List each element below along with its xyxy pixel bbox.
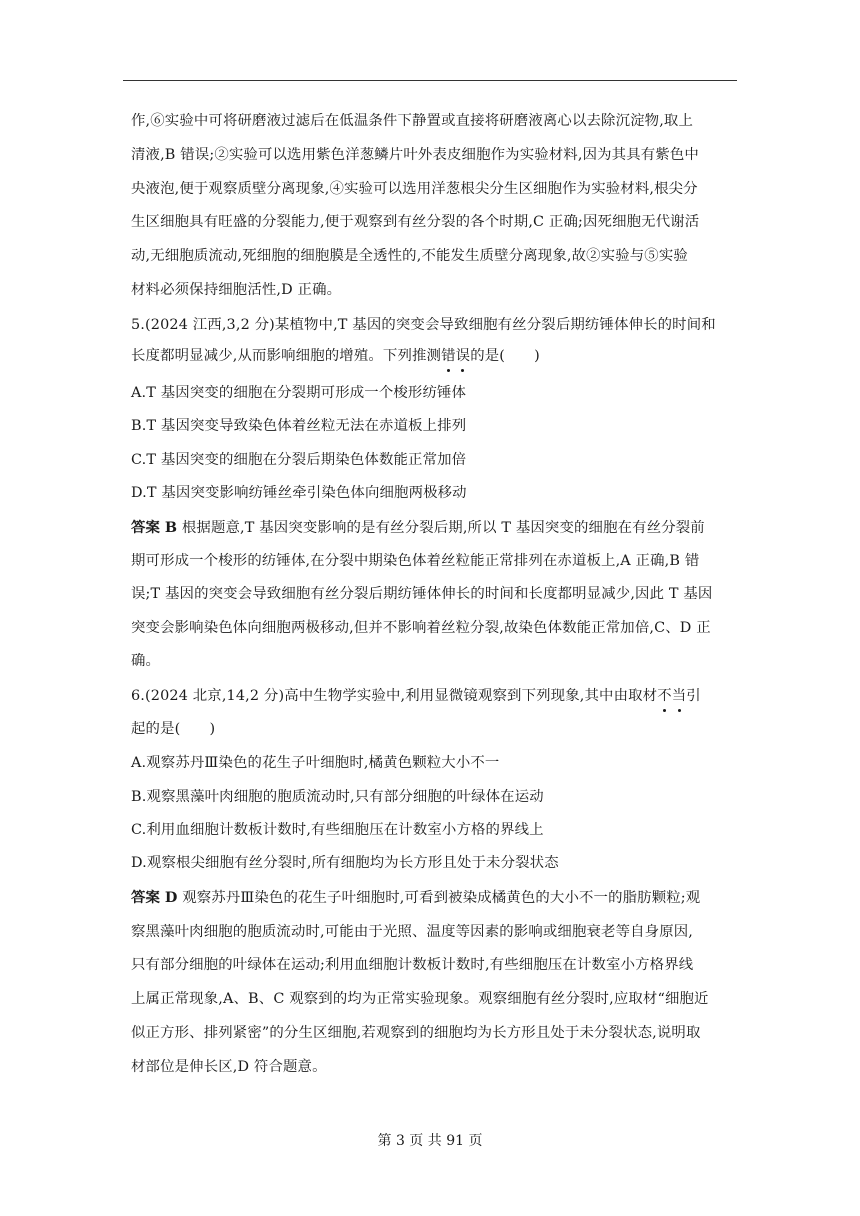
paragraph-line: 作,⑥实验中可将研磨液过滤后在低温条件下静置或直接将研磨液离心以去除沉淀物,取上 [131,113,693,129]
answer-label: 答案 [131,889,161,906]
paragraph-line: 材料必须保持细胞活性,D 正确。 [131,282,342,298]
header-rule [123,80,737,81]
answer-text: 观察苏丹Ⅲ染色的花生子叶细胞时,可看到被染成橘黄色的大小不一的脂肪颗粒;观 [182,890,701,906]
answer-line: 期可形成一个梭形的纺锤体,在分裂中期染色体着丝粒能正常排列在赤道板上,A 正确,B 错 [131,553,700,569]
emphasis-char: 不 [657,688,672,704]
answer-label: 答案 [131,519,161,536]
paragraph-line: 清液,B 错误;②实验可以选用紫色洋葱鳞片叶外表皮细胞作为实验材料,因为其具有紫色中 [131,147,699,163]
option-d: D.T 基因突变影响纺锤丝牵引染色体向细胞两极移动 [131,485,467,501]
paragraph-line: 生区细胞具有旺盛的分裂能力,便于观察到有丝分裂的各个时期,C 正确;因死细胞无代谢活 [131,214,700,230]
paragraph-line: 央液泡,便于观察质壁分离现象,④实验可以选用洋葱根尖分生区细胞作为实验材料,根尖分 [131,181,698,197]
option-c: C.利用血细胞计数板计数时,有些细胞压在计数室小方格的界线上 [131,822,544,838]
question-5-stem-cont [131,346,743,366]
page-number: 第 3 页 共 91 页 [377,1133,483,1149]
option-a: A.T 基因突变的细胞在分裂期可形成一个梭形纺锤体 [131,385,467,401]
emphasis-char: 当 [671,688,687,704]
emphasis-char: 错 [441,348,456,364]
answer-letter: D [164,889,178,906]
answer-line [131,888,743,908]
stem-text: 长度都明显减少,从而影响细胞的增殖。下列推测 [131,348,442,364]
stem-text: 引 [686,688,701,704]
stem-text: 6.(2024 北京,14,2 分)高中生物学实验中,利用显微镜观察到下列现象,其中由取材 [131,688,658,704]
question-6-stem [131,686,743,706]
answer-line: 上属正常现象,A、B、C 观察到的均为正常实验现象。观察细胞有丝分裂时,应取材“细胞近 [131,991,709,1007]
answer-text: 根据题意,T 基因突变影响的是有丝分裂后期,所以 T 基因突变的细胞在有丝分裂前 [181,520,705,536]
answer-letter: B [164,519,178,536]
answer-line: 误;T 基因的突变会导致细胞有丝分裂后期纺锤体伸长的时间和长度都明显减少,因此 T 基因 [131,586,713,602]
option-a: A.观察苏丹Ⅲ染色的花生子叶细胞时,橘黄色颗粒大小不一 [131,755,500,771]
stem-text: 的是( ) [470,348,540,364]
question-6-stem-cont: 起的是( ) [131,721,216,737]
option-c: C.T 基因突变的细胞在分裂后期染色体数能正常加倍 [131,452,467,468]
paragraph-line: 动,无细胞质流动,死细胞的细胞膜是全透性的,不能发生质壁分离现象,故②实验与⑤实验 [131,248,688,264]
answer-line: 只有部分细胞的叶绿体在运动;利用血细胞计数板计数时,有些细胞压在计数室小方格界线 [131,957,694,973]
answer-line: 确。 [131,653,161,669]
question-5-stem: 5.(2024 江西,3,2 分)某植物中,T 基因的突变会导致细胞有丝分裂后期纺锤体伸长的时间和 [131,317,716,333]
answer-line: 材部位是伸长区,D 符合题意。 [131,1059,327,1075]
option-b: B.T 基因突变导致染色体着丝粒无法在赤道板上排列 [131,418,467,434]
answer-line [131,518,743,538]
emphasis-char: 误 [455,348,471,364]
answer-line: 突变会影响染色体向细胞两极移动,但并不影响着丝粒分裂,故染色体数能正常加倍,C、D 正 [131,620,711,636]
option-d: D.观察根尖细胞有丝分裂时,所有细胞均为长方形且处于未分裂状态 [131,855,559,871]
answer-line: 似正方形、排列紧密”的分生区细胞,若观察到的细胞均为长方形且处于未分裂状态,说明取 [131,1025,701,1041]
option-b: B.观察黑藻叶肉细胞的胞质流动时,只有部分细胞的叶绿体在运动 [131,789,544,805]
answer-line: 察黑藻叶肉细胞的胞质流动时,可能由于光照、温度等因素的影响或细胞衰老等自身原因, [131,924,693,940]
